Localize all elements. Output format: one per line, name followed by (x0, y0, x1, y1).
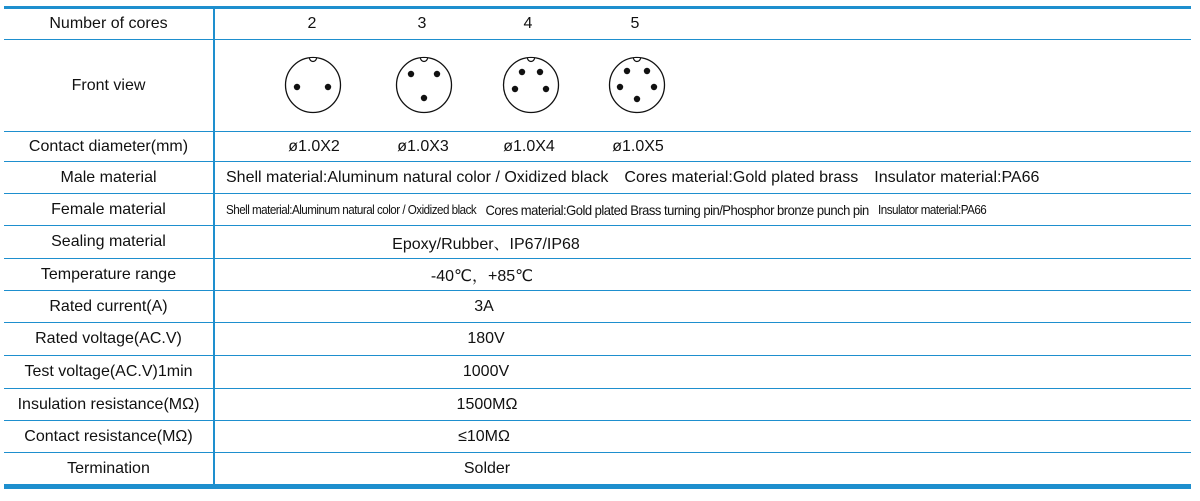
2-pin-connector-face-icon (283, 54, 343, 114)
table-row-sealing-material (4, 226, 1191, 259)
table-row-female-material (4, 194, 1191, 226)
female-material-value (226, 194, 986, 225)
table-row-insulation-resistance (4, 389, 1191, 421)
table-row-rated-current (4, 291, 1191, 323)
contact-diameter-4: ø1.0X4 (503, 137, 555, 155)
table-row-contact-resistance (4, 421, 1191, 453)
row-label-rated-current: Rated current(A) (49, 297, 168, 315)
female-cores-material: Cores material:Gold plated Brass turning pin/Phosphor bronze punch pin (485, 201, 869, 218)
table-row-contact-diameter (4, 132, 1191, 162)
cores-value-2: 2 (307, 15, 317, 32)
test-voltage-value: 1000V (462, 363, 510, 380)
contact-diameter-3: ø1.0X3 (397, 137, 449, 155)
sealing-material-value: Epoxy/Rubber、IP67/IP68 (392, 235, 580, 253)
row-label-sealing-material: Sealing material (51, 233, 166, 250)
rated-voltage-value: 180V (467, 330, 505, 347)
table-row-termination (4, 453, 1191, 484)
table-row-front-view (4, 40, 1191, 132)
4-pin-connector-face-icon (501, 54, 561, 114)
termination-value: Solder (463, 459, 511, 477)
table-row-cores (4, 9, 1191, 40)
row-label-temperature-range: Temperature range (40, 265, 177, 283)
cores-value-5: 5 (630, 15, 640, 32)
table-row-rated-voltage (4, 323, 1191, 356)
row-label-female-material: Female material (51, 200, 166, 218)
table-row-temperature-range (4, 259, 1191, 291)
contact-resistance-value: ≤10MΩ (458, 427, 510, 445)
cores-value-3: 3 (417, 15, 427, 32)
row-label-contact-resistance: Contact resistance(MΩ) (24, 427, 193, 445)
row-label-cores: Number of cores (49, 15, 168, 32)
row-label-test-voltage: Test voltage(AC.V)1min (24, 363, 193, 380)
row-label-rated-voltage: Rated voltage(AC.V) (35, 330, 182, 347)
row-label-termination: Termination (67, 459, 150, 477)
5-pin-connector-face-icon (607, 54, 667, 114)
insulation-resistance-value: 1500MΩ (456, 395, 518, 413)
3-pin-connector-face-icon (394, 54, 454, 114)
row-label-insulation-resistance: Insulation resistance(MΩ) (17, 395, 200, 413)
temperature-range-value: -40℃，+85℃ (430, 268, 534, 285)
table-row-test-voltage (4, 356, 1191, 389)
cores-value-4: 4 (523, 15, 533, 32)
row-label-male-material: Male material (60, 168, 157, 186)
female-shell-material: Shell material:Aluminum natural color / Oxidized black (226, 202, 477, 217)
rated-current-value: 3A (474, 297, 494, 315)
row-label-front-view: Front view (71, 76, 146, 94)
row-label-contact-diameter: Contact diameter(mm) (28, 137, 189, 155)
female-insulator-material: Insulator material:PA66 (878, 202, 987, 217)
table-bottom-rule (4, 484, 1191, 489)
male-shell-material: Shell material:Aluminum natural color / Oxidized black (226, 168, 609, 186)
contact-diameter-5: ø1.0X5 (612, 137, 664, 155)
male-cores-material: Cores material:Gold plated brass (624, 168, 859, 186)
table-row-male-material (4, 162, 1191, 194)
male-insulator-material: Insulator material:PA66 (874, 168, 1040, 186)
contact-diameter-2: ø1.0X2 (288, 137, 340, 155)
male-material-value (226, 162, 1039, 193)
